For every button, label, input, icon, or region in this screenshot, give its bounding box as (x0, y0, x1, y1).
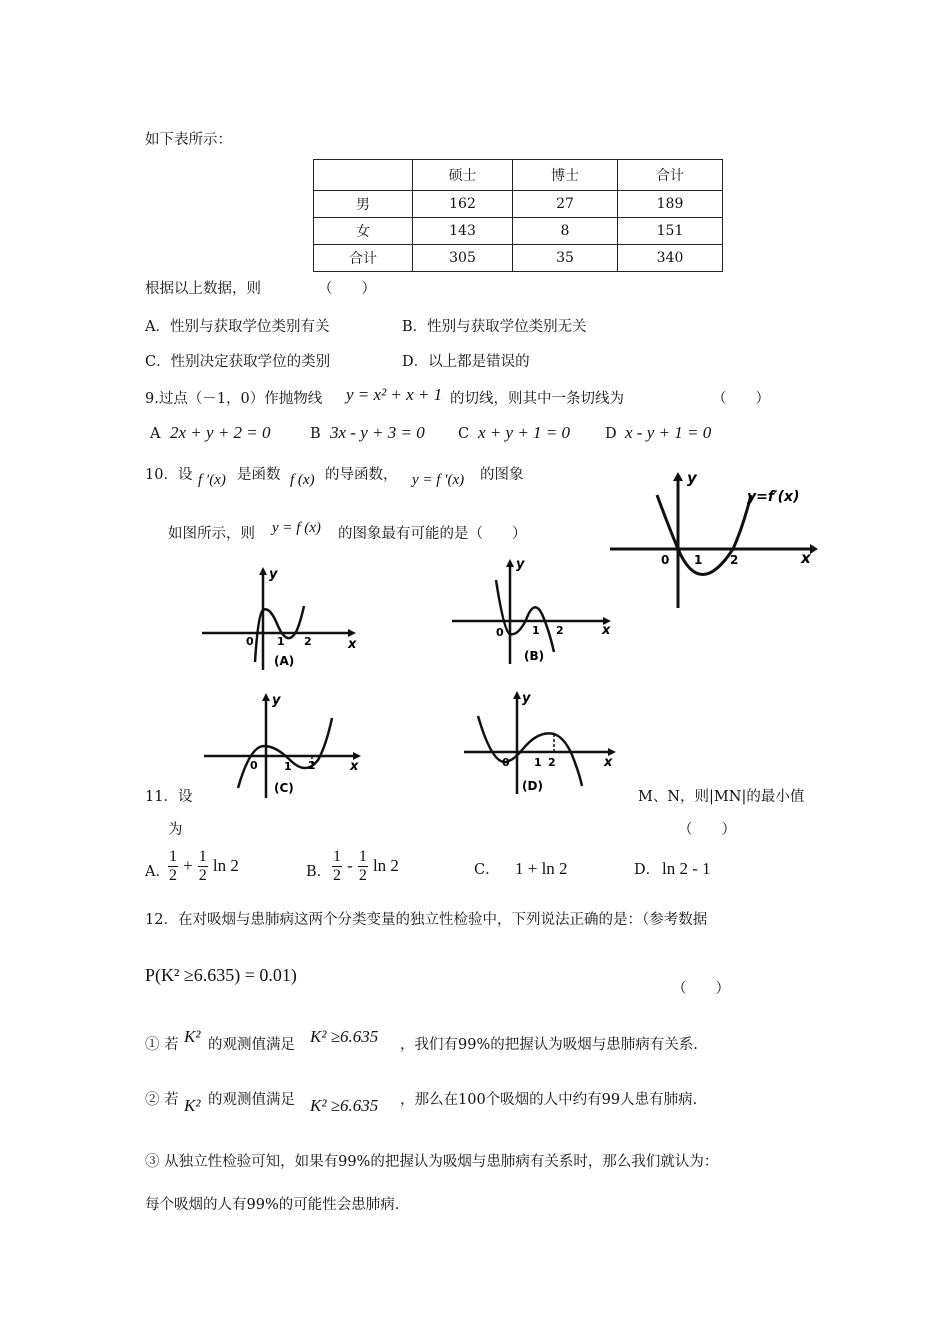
y-axis-label: y (687, 469, 697, 487)
q9-option-b-label: B (310, 426, 321, 442)
table-cell: 27 (513, 191, 618, 218)
svg-text:2: 2 (556, 624, 564, 637)
q9-formula: y = x² + x + 1 (346, 385, 443, 404)
svg-text:1: 1 (277, 635, 285, 648)
q8-option-a: A．性别与获取学位类别有关 (145, 319, 330, 335)
q11-option-a-label: A． (145, 864, 170, 880)
q12-s2-cond: K² ≥6.635 (310, 1096, 379, 1115)
svg-text:2: 2 (308, 759, 316, 772)
curve-label: y=f′(x) (747, 489, 800, 505)
q11-option-d-label: D． (634, 862, 661, 878)
table-cell: 合计 (314, 245, 413, 272)
option-c-graph (200, 688, 365, 800)
q10-y-fprime: y = f ′(x) (412, 472, 465, 488)
q9-option-b: 3x - y + 3 = 0 (330, 423, 425, 442)
q12-s1-post: ，我们有99%的把握认为吸烟与患肺病有关系. (400, 1037, 698, 1053)
option-b-label: (B) (524, 649, 545, 663)
svg-text:0: 0 (250, 759, 258, 772)
q8-option-b: B．性别与获取学位类别无关 (402, 319, 587, 335)
q8-paren: （ ） (318, 281, 376, 297)
q8-stem: 根据以上数据，则 (145, 281, 261, 297)
q9-paren: （ ） (712, 391, 770, 407)
table-cell: 女 (314, 218, 413, 245)
q12-s2-prefix: ② 若 (145, 1092, 179, 1108)
q12-s2-k: K² (184, 1096, 201, 1115)
svg-text:y: y (269, 567, 278, 582)
q11-option-c-label: C． (474, 862, 500, 878)
option-b-graph (450, 552, 615, 667)
svg-text:0: 0 (502, 756, 510, 769)
q12-s3-line1: ③ 从独立性检验可知，如果有99%的把握认为吸烟与患肺病有关系时，那么我们就认为： (145, 1154, 719, 1170)
option-d-label: (D) (522, 779, 543, 793)
option-d-graph (462, 686, 622, 798)
table-cell: 8 (513, 218, 618, 245)
svg-text:1: 1 (532, 624, 540, 637)
table-cell (314, 160, 413, 191)
table-cell: 35 (513, 245, 618, 272)
q12-paren: （ ） (672, 981, 730, 997)
q11-option-b: $\frac{1}{2}$ - $\frac{1}{2}$ ln 2 (333, 848, 399, 884)
svg-text:1: 1 (284, 760, 292, 773)
q10-y-fx: y = f (x) (272, 520, 321, 536)
option-a-graph (200, 562, 360, 674)
table-cell: 硕士 (413, 160, 513, 191)
q11-visible-tail: M、N，则|MN|的最小值 (638, 789, 805, 805)
intro-text: 如下表所示： (145, 132, 232, 148)
q8-option-c: C．性别决定获取学位的类别 (145, 354, 331, 370)
table-row (314, 218, 723, 245)
svg-text:0: 0 (246, 635, 254, 648)
q11-option-c: 1 + ln 2 (515, 859, 568, 878)
table-cell: 博士 (513, 160, 618, 191)
q11-number: 11．设 (145, 789, 193, 805)
table-row (314, 245, 723, 272)
q11-line2: 为 (168, 822, 183, 838)
q12-s2-mid: 的观测值满足 (208, 1092, 295, 1108)
q11-paren: （ ） (678, 822, 736, 838)
svg-text:2: 2 (548, 756, 556, 769)
q12-s1-cond: K² ≥6.635 (310, 1027, 379, 1046)
origin-label: 0 (661, 553, 670, 567)
svg-text:x: x (604, 755, 613, 770)
q11-option-b-label: B． (306, 864, 332, 880)
svg-text:1: 1 (534, 756, 542, 769)
table-cell: 151 (618, 218, 723, 245)
svg-text:x: x (350, 759, 359, 774)
table-cell: 男 (314, 191, 413, 218)
table-cell: 162 (413, 191, 513, 218)
q8-option-d: D．以上都是错误的 (402, 354, 530, 370)
table-cell: 305 (413, 245, 513, 272)
q9-prefix: 9.过点（－1，0）作抛物线 (145, 391, 323, 407)
svg-text:y: y (272, 693, 281, 708)
svg-text:y: y (516, 557, 525, 572)
svg-text:0: 0 (496, 626, 504, 639)
q10-line2b: 的图象最有可能的是（ ） (338, 526, 527, 542)
svg-text:2: 2 (304, 635, 312, 648)
q9-suffix: 的切线，则其中一条切线为 (450, 391, 624, 407)
option-a-label: (A) (274, 654, 295, 668)
table-cell: 143 (413, 218, 513, 245)
q9-option-d: x - y + 1 = 0 (625, 423, 712, 442)
q9-option-a: 2x + y + 2 = 0 (170, 423, 271, 442)
derivative-graph (605, 465, 820, 615)
q12-s2-post: ，那么在100个吸烟的人中约有99人患有肺病. (400, 1092, 698, 1108)
q10-fprime: f ′(x) (198, 472, 226, 488)
q10-line2a: 如图所示，则 (168, 526, 255, 542)
q11-option-d: ln 2 - 1 (662, 859, 711, 878)
svg-text:x: x (348, 637, 357, 652)
q12-formula: P(K² ≥6.635) = 0.01) (145, 965, 297, 985)
q9-option-d-label: D (605, 426, 617, 442)
table-header-row (314, 160, 723, 191)
q10-text3: 的图象 (480, 467, 524, 483)
q12-s1-prefix: ① 若 (145, 1037, 179, 1053)
q10-text2: 的导函数， (325, 467, 398, 483)
q12-s1-k: K² (184, 1027, 201, 1046)
q9-option-c-label: C (458, 426, 470, 442)
q12-s3-line2: 每个吸烟的人有99%的可能性会患肺病. (145, 1197, 400, 1213)
svg-text:x: x (602, 623, 611, 638)
tick-1-label: 1 (694, 553, 703, 567)
tick-2-label: 2 (730, 553, 739, 567)
q9-option-a-label: A (150, 426, 161, 442)
svg-text:y: y (522, 691, 531, 706)
table-row (314, 191, 723, 218)
q10-number: 10．设 (145, 467, 193, 483)
table-cell: 合计 (618, 160, 723, 191)
q9-option-c: x + y + 1 = 0 (478, 423, 571, 442)
x-axis-label: x (801, 549, 811, 567)
q12-s1-mid: 的观测值满足 (208, 1037, 295, 1053)
degree-table (313, 159, 723, 272)
table-cell: 340 (618, 245, 723, 272)
table-cell: 189 (618, 191, 723, 218)
option-c-label: (C) (274, 781, 294, 795)
q12-stem: 12．在对吸烟与患肺病这两个分类变量的独立性检验中，下列说法正确的是：（参考数据 (145, 912, 708, 928)
q10-text1: 是函数 (237, 467, 281, 483)
q10-fx: f (x) (290, 472, 315, 488)
q11-option-a: $\frac{1}{2}$ + $\frac{1}{2}$ ln 2 (169, 848, 239, 884)
